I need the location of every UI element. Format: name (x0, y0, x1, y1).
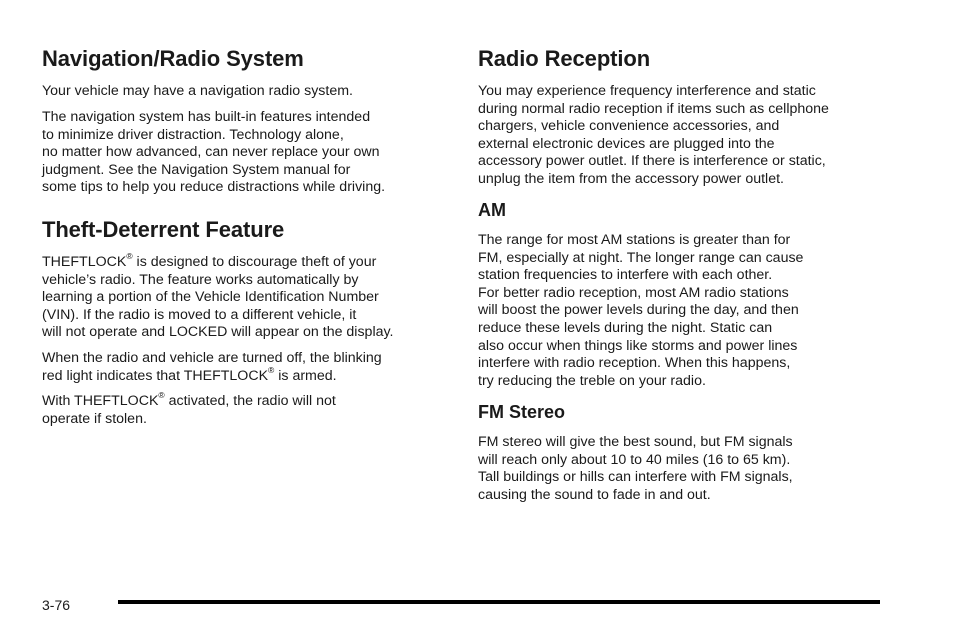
text-line: FM, especially at night. The longer range can cause (478, 249, 804, 266)
text-line: reduce these levels during the night. Static can (478, 319, 773, 336)
text-line: unplug the item from the accessory power outlet. (478, 170, 784, 187)
text-line: vehicle’s radio. The feature works automatically by (42, 271, 359, 288)
navigation-intro-paragraph (42, 83, 353, 101)
text-line: operate if stolen. (42, 410, 147, 427)
text-line (42, 390, 336, 411)
text-fragment: is designed to discourage theft of your (132, 254, 377, 270)
text-line: will boost the power levels during the day, and then (478, 302, 799, 319)
text-line: also occur when things like storms and power lines (478, 337, 798, 354)
text-line: accessory power outlet. If there is interference or static, (478, 153, 826, 170)
navigation-system-paragraph (42, 109, 385, 197)
text-line: no matter how advanced, can never replace your own (42, 144, 380, 161)
text-line: judgment. See the Navigation System manual for (42, 161, 351, 178)
text-line: during normal radio reception if items such as cellphone (478, 100, 829, 117)
text-line: station frequencies to interfere with each other. (478, 267, 773, 284)
text-line: to minimize driver distraction. Technology alone, (42, 126, 344, 143)
text-fragment: red light indicates that THEFTLOCK (42, 367, 269, 384)
text-line: chargers, vehicle convenience accessories, and (478, 118, 780, 135)
text-fragment: With THEFTLOCK (42, 393, 159, 409)
text-line: external electronic devices are plugged into the (478, 135, 775, 152)
radio-reception-heading: Radio Reception (478, 46, 651, 71)
navigation-radio-heading: Navigation/Radio System (42, 46, 304, 71)
text-line: Your vehicle may have a navigation radio system. (42, 83, 353, 99)
page-number: 3-76 (42, 597, 71, 613)
text-line: interfere with radio reception. When this happens, (478, 355, 791, 372)
text-fragment: is armed. (274, 367, 337, 384)
theft-deterrent-heading: Theft-Deterrent Feature (42, 217, 285, 242)
text-line: Tall buildings or hills can interfere with FM signals, (478, 469, 793, 486)
text-line: some tips to help you reduce distractions while driving. (42, 179, 386, 196)
am-paragraph (478, 232, 803, 390)
text-line: The range for most AM stations is greater than for (478, 232, 791, 248)
text-line: (VIN). If the radio is moved to a different vehicle, it (42, 306, 357, 323)
text-line: try reducing the treble on your radio. (478, 372, 706, 389)
text-line: For better radio reception, most AM radio stations (478, 284, 789, 301)
theftlock-term: THEFTLOCK (42, 254, 127, 270)
text-line (42, 364, 382, 386)
text-line: You may experience frequency interference and static (478, 83, 816, 99)
stolen-paragraph (42, 390, 336, 428)
fm-stereo-paragraph (478, 434, 793, 504)
footer-rule (118, 600, 880, 604)
text-line: will not operate and LOCKED will appear on the display. (42, 324, 394, 341)
text-line: will reach only about 10 to 40 miles (16 to 65 km). (478, 451, 791, 468)
text-line: learning a portion of the Vehicle Identification Number (42, 289, 379, 306)
registered-mark: ® (158, 390, 165, 401)
text-line: causing the sound to fade in and out. (478, 486, 711, 503)
text-line: When the radio and vehicle are turned off, the blinking (42, 350, 382, 366)
radio-reception-paragraph (478, 83, 829, 189)
registered-mark: ® (126, 251, 133, 262)
text-line: FM stereo will give the best sound, but FM signals (478, 434, 793, 450)
blinking-light-paragraph (42, 350, 382, 385)
text-line: The navigation system has built-in features intended (42, 109, 371, 125)
theftlock-paragraph (42, 251, 394, 342)
registered-mark: ® (268, 364, 275, 375)
fm-stereo-heading: FM Stereo (478, 402, 566, 422)
am-heading: AM (478, 200, 506, 220)
text-fragment: activated, the radio will not (164, 393, 336, 409)
text-line (42, 251, 393, 272)
